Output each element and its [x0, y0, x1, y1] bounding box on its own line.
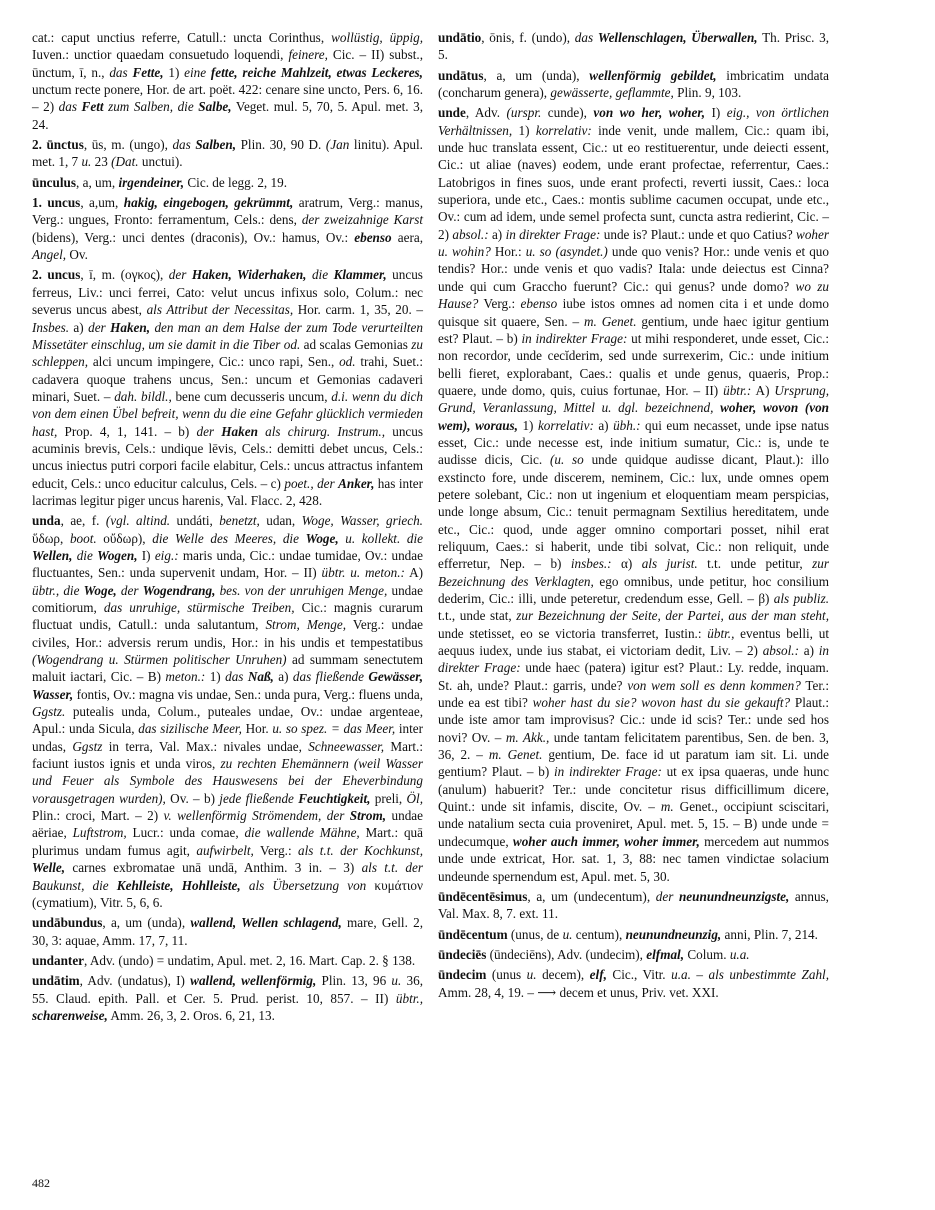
right-column [438, 29, 829, 1004]
entry-text: undābundus, a, um (unda), wallend, Wellen schlagend, mare, Gell. 2, 30, 3: aquae, Amm. 17, 7, 11. [32, 915, 423, 948]
dictionary-entry-undecentesimus [438, 888, 829, 923]
dictionary-entry-undatus [438, 67, 829, 102]
dictionary-entry-undecentum [438, 926, 829, 943]
dictionary-entry-undecim [438, 966, 829, 1001]
dictionary-entry-uncus2 [32, 266, 423, 509]
entry-text: cat.: caput unctius referre, Catull.: uncta Corinthus, wollüstig, üppig, Iuven.: unctior quaedam consuetudo loquendi, feinere, Cic. – II) subst., ūnctum, ī, n., das Fette, 1) eine fette, reiche Mahlzeit, etwas Leckeres, unctum recte ponere, Hor. de art. poët. 422: cenare sine uncto, Pers. 6, 16. – 2) das Fett zum Salben, die Salbe, Veget. mul. 5, 70, 5. Apul. met. 3, 24. [32, 30, 423, 132]
dictionary-entry-undecies [438, 946, 829, 963]
dictionary-entry-undanter [32, 952, 423, 969]
dictionary-entry-uncus-cont [32, 29, 423, 133]
entry-text: ūndēcentēsimus, a, um (undecentum), der neunundneunzigste, annus, Val. Max. 8, 7. ext. 11. [438, 888, 829, 922]
dictionary-entry-undabundus [32, 914, 423, 949]
dictionary-entry-unctus2 [32, 136, 423, 171]
entry-text: ūndeciēs (ūndeciēns), Adv. (undecim), elfmal, Colum. u.a. [438, 946, 750, 962]
dictionary-entry-undatim [32, 972, 423, 1024]
dictionary-entry-unde [438, 104, 829, 884]
page-number: 482 [32, 1176, 50, 1190]
entry-text: unda, ae, f. (vgl. altind. undáti, benetzt, udan, Woge, Wasser, griech. ὕδωρ, boot. οὔδωρ), die Welle des Meeres, die Woge, u. kollekt. die Wellen, die Wogen, I) eig.: maris unda, Cic.: undae tumidae, Ov.: undae fluctuantes, Sen.: unda supervenit undam, Hor. – II) übtr. u. meton.: A) übtr., die Woge, der Wogendrang, bes. von der unruhigen Menge, undae comitiorum, das unruhige, stürmische Treiben, Cic.: magnis curarum fluctuat undis, Catull.: unda salutantum, Strom, Menge, Verg.: undae civiles, Hor.: adversis rerum undis, Hor.: in his undis et tempestatibus (Wogendrang u. Stürmen politischer Unruhen) ad summam senectutem maluit iactari, Cic. – B) meton.: 1) das Naß, a) das fließende Gewässer, Wasser, fontis, Ov.: magna vis undae, Sen.: unda pura, Verg.: fluens unda, Ggstz. putealis unda, Colum., puteales undae, Ov.: undae argenteae, Apul.: unda Sicula, das sizilische Meer, Hor. u. so spez. = das Meer, inter undas, Ggstz in terra, Val. Max.: nivales undae, Schneewasser, Mart.: faciunt iustos ignis et unda viros, zu rechten Ehemännern (weil Wasser und Feuer als Symbole des Hauswesens bei der Eheverbindung vorausgetragen wurden), Ov. – b) jede fließende Feuchtigkeit, preli, Öl, Plin.: croci, Mart. – 2) v. wellenförmig Strömendem, der Strom, undae aëriae, Luftstrom, Lucr.: unda comae, die wallende Mähne, Mart.: quā plurimus undam fumus agit, aufwirbelt, Verg.: als t.t. der Kochkunst, Welle, carnes exbromatae unā undā, Anthim. 3 in. – 3) als t.t. der Baukunst, die Kehlleiste, Hohlleiste, als Übersetzung von κυμάτιον (cymatium), Vitr. 5, 6, 6. [32, 513, 424, 910]
entry-text: ūnculus, a, um, irgendeiner, Cic. de legg. 2, 19. [32, 174, 287, 190]
entry-text: unde, Adv. (urspr. cunde), von wo her, woher, I) eig., von örtlichen Verhältnissen, 1) korrelativ: inde venit, unde mallem, Cic.: quam ibi, unde huc translata essent, Cic.: ut eo restituerentur, unde deiecti essent, Cic.: ut aliae (naves) eodem, unde erant profectae, referrentur, Caes.: Latobrigos in fines suos, unde erant profecti, reverti iussit, Caes.: loca superiora, unde etc., Caes.: montis sublime cacumen occupat, unde etc., Ov.: cum ad idem, unde semel profecta sunt, cuncta astra redierint, Cic. – 2) absol.: a) in direkter Frage: unde is? Plaut.: unde et quo Catius? woher u. wohin? Hor.: u. so (asyndet.) unde quo venis? Hor.: unde venis et quo tendis? Hor.: unde venis et quo vadis? Itala: unde deiectus est Cinna? unde qui cum Graccho fuerunt? Cic.: qui genus? unde domo? wo zu Hause? Verg.: ebenso iube istos omnes ad nomen cita i et unde domo quisque sit quaere, Sen. – m. Genet. gentium, unde haec igitur gentium est? Plaut. – b) in indirekter Frage: ut mihi responderet, unde esset, Cic.: non recordor, unde cecĭderim, sed unde surrexerim, Cic.: unde initium belli fieret, explorabant, Caes.: qualis et unde genus, quaeris, Prop.: quaere, unde domo, quis, cuius fortunae, Hor. – II) übtr.: A) Ursprung, Grund, Veranlassung, Mittel u. dgl. bezeichnend, woher, wovon (von wem), woraus, 1) korrelativ: a) übh.: qui eum necasset, unde ipse natus esset, Cic.: unde necesse est, inde initium sumatur, Cic.: is, unde te audisse dicis, Cic. (u. so unde quidque audisse dicant, Plaut.): illo exstincto fore, unde discerem, neminem, Cic.: lux, unde omnes opem petere solebant, Cic.: non ut ingenium et eloquentiam meam perspicias, unde longe absum, Cic.: tenuit permagnam Sextilius hereditatem, unde etc., Cic.: quod, unde agger omnino comportari posset, nihil erat reliquum, Caes.: si haberit, unde tibi solvat, Cic.: non reliquit, unde efferretur, Nep. – b) insbes.: α) als jurist. t.t. unde petitur, zur Bezeichnung des Verklagten, ego omnibus, unde petitur, hoc consilium dederim, Cic.: illi, unde peteretur, credendum esse, Gell. – β) als publiz. t.t., unde stat, zur Bezeichnung der Seite, der Partei, aus der man steht, unde stetisset, eo se victoria transferret, Iustin.: übtr., eventus belli, ut aequus iudex, unde ius stabat, ei victoriam dedit, Liv. – 2) absol.: a) in direkter Frage: unde haec (patera) igitur est? Plaut.: Ly. redde, inquam. St. ah, unde? Plaut.: garris, unde? von wem soll es denn kommen? Ter.: unde ea est tibi? woher hast du sie? wovon hast du sie gekauft? Plaut.: unde iste amor tam improvisus? Cic.: unde id scis? Ter.: unde sed hos novi? Ov. – m. Akk., unde tantam felicitatem parentibus, Sen. de ben. 3, 36, 2. – m. Genet. gentium, De. face id ut paratum iam sit. Li. unde gentium? Plaut. – b) in indirekter Frage: ut ex ipsa quaeras, unde hunc (anulum) habuerit? Ter.: unde concitetur risus difficillimum dicere, Quint.: unde sit infamis, discite, Ov. – m. Genet., occipiunt sciscitari, unde natalium secta cuia proveniret, Apul. met. 5, 15. – B) unde unde = undecumque, woher auch immer, woher immer, mercedem aut nummos unde unde extricat, Hor. sat. 1, 3, 88: nec tamen vindictae solacium undeunde spernendum est, Apul. met. 5, 30. [438, 105, 830, 884]
left-column [32, 29, 423, 1027]
entry-text: ūndēcentum (unus, de u. centum), neunundneunzig, anni, Plin. 7, 214. [438, 926, 818, 942]
dictionary-entry-uncus1 [32, 194, 423, 263]
dictionary-entry-unculus [32, 174, 423, 191]
entry-text: undātim, Adv. (undatus), I) wallend, wellenförmig, Plin. 13, 96 u. 36, 55. Claud. epith. Pall. et Cer. 5. Prud. perist. 10, 857. – II) übtr., scharenweise, Amm. 26, 3, 2. Oros. 6, 21, 13. [32, 973, 424, 1023]
entry-text: ūndecim (unus u. decem), elf, Cic., Vitr. u.a. – als unbestimmte Zahl, Amm. 28, 4, 19. – ⟶ decem et unus, Priv. vet. XXI. [438, 967, 830, 1000]
dictionary-entry-unda [32, 512, 423, 911]
entry-text: 2. ūnctus, ūs, m. (ungo), das Salben, Plin. 30, 90 D. (Jan linitu). Apul. met. 1, 7 u. 23 (Dat. unctui). [32, 137, 423, 170]
entry-text: undātio, ōnis, f. (undo), das Wellenschlagen, Überwallen, Th. Prisc. 3, 5. [438, 30, 829, 63]
entry-text: 1. uncus, a,um, hakig, eingebogen, gekrümmt, aratrum, Verg.: manus, Verg.: ungues, Fronto: ferramentum, Cels.: dens, der zweizahnige Karst (bidens), Verg.: unci dentes (draconis), Ov.: hamus, Ov.: ebenso aera, Angel, Ov. [32, 195, 424, 263]
entry-text: undātus, a, um (unda), wellenförmig gebildet, imbricatim undata (concharum genera), gewässerte, geflammte, Plin. 9, 103. [438, 67, 829, 101]
entry-text: 2. uncus, ī, m. (ογκος), der Haken, Widerhaken, die Klammer, uncus ferreus, Liv.: unci ferrei, Cato: velut uncus infixus solo, Colum.: nec severus uncus abest, als Attribut der Necessitas, Hor. carm. 1, 35, 20. – Insbes. a) der Haken, den man an dem Halse der zum Tode verurteilten Missetäter einschlug, um sie damit in die Tiber od. ad scalas Gemonias zu schleppen, alci uncum impingere, Cic.: unco rapi, Sen., od. trahi, Suet.: cadavera quoque trahens uncus, Sen.: uncum et Gemonias cadaveri minari, Suet. – dah. bildl., bene cum decusseris uncum, d.i. wenn du dich von dem einen Übel befreit, wenn du die eine Gefahr glücklich vermieden hast, Prop. 4, 1, 141. – b) der Haken als chirurg. Instrum., uncus acuminis brevis, Cels.: undique lēvis, Cels.: demitti debet uncus, Cels.: uncus iniectus putri corpori facile elabitur, Cels.: uncus attractus infantem educit, Cels.: unco educitur calculus, Cels. – c) poet., der Anker, has inter lacrimas legitur piger uncus harenis, Val. Flacc. 2, 428. [32, 267, 424, 508]
entry-text: undanter, Adv. (undo) = undatim, Apul. met. 2, 16. Mart. Cap. 2. § 138. [32, 952, 416, 968]
dictionary-entry-undatio [438, 29, 829, 64]
